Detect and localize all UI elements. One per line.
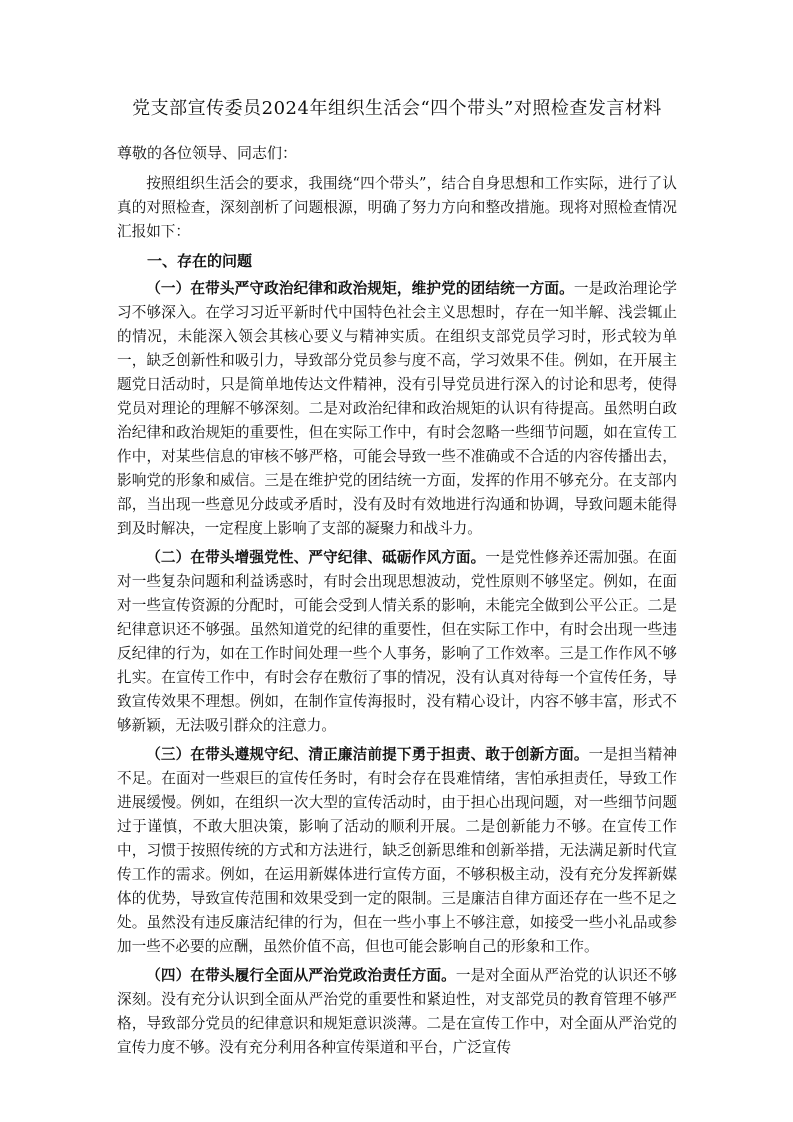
problem-item-3 [117, 743, 677, 959]
problem-item-2 [117, 546, 677, 738]
problem-item-1-body: 一是政治理论学习不够深入。在学习习近平新时代中国特色社会主义思想时，存在一知半解、浅尝辄止的情况，未能深入领会其核心要义与精神实质。在组织支部党员学习时，形式较为单一，缺乏创新性和吸引力，导致部分党员参与度不高，学习效果不佳。例如，在开展主题党日活动时，只是简单地传达文件精神，没有引导党员进行深入的讨论和思考，使得党员对理论的理解不够深刻。二是对政治纪律和政治规矩的认识有待提高。虽然明白政治纪律和政治规矩的重要性，但在实际工作中，有时会忽略一些细节问题，如在宣传工作中，对某些信息的审核不够严格，可能会导致一些不准确或不合适的内容传播出去，影响党的形象和威信。三是在维护党的团结统一方面，发挥的作用不够充分。在支部内部，当出现一些意见分歧或矛盾时，没有及时有效地进行沟通和协调，导致问题未能得到及时解决，一定程度上影响了支部的凝聚力和战斗力。 [117, 280, 677, 537]
document-title: 党支部宣传委员2024年组织生活会“四个带头”对照检查发言材料 [132, 98, 662, 119]
problem-item-1 [117, 277, 677, 541]
problem-item-3-body: 一是担当精神不足。在面对一些艰巨的宣传任务时，有时会存在畏难情绪，害怕承担责任，导致工作进展缓慢。例如，在组织一次大型的宣传活动时，由于担心出现问题，对一些细节问题过于谨慎，不敢大胆决策，影响了活动的顺利开展。二是创新能力不够。在宣传工作中，习惯于按照传统的方式和方法进行，缺乏创新思维和创新举措，无法满足新时代宣传工作的需求。例如，在运用新媒体进行宣传方面，不够积极主动，没有充分发挥新媒体的优势，导致宣传范围和效果受到一定的限制。三是廉洁自律方面还存在一些不足之处。虽然没有违反廉洁纪律的行为，但在一些小事上不够注意，如接受一些小礼品或参加一些不必要的应酬，虽然价值不高，但也可能会影响自己的形象和工作。 [117, 746, 677, 955]
problem-item-3-lead: （三）在带头遵规守纪、清正廉洁前提下勇于担责、敢于创新方面。 [146, 746, 589, 763]
problem-item-4 [117, 964, 677, 1060]
problem-item-2-lead: （二）在带头增强党性、严守纪律、砥砺作风方面。 [146, 549, 486, 566]
problem-item-4-body: 一是对全面从严治党的认识还不够深刻。没有充分认识到全面从严治党的重要性和紧迫性，对支部党员的教育管理不够严格，导致部分党员的纪律意识和规矩意识淡薄。二是在宣传工作中，对全面从严治党的宣传力度不够。没有充分利用各种宣传渠道和平台，广泛宣传 [117, 967, 677, 1056]
salutation: 尊敬的各位领导、同志们： [117, 144, 298, 162]
document-page [117, 96, 677, 1065]
intro-paragraph: 按照组织生活会的要求，我围绕“四个带头”，结合自身思想和工作实际，进行了认真的对照检查，深刻剖析了问题根源，明确了努力方向和整改措施。现将对照检查情况汇报如下： [117, 175, 677, 240]
section-heading-problems: 一、存在的问题 [147, 252, 253, 270]
problem-item-4-lead: （四）在带头履行全面从严治党政治责任方面。 [146, 967, 456, 984]
problem-item-2-body: 一是党性修养还需加强。在面对一些复杂问题和利益诱惑时，有时会出现思想波动，党性原则不够坚定。例如，在面对一些宣传资源的分配时，可能会受到人情关系的影响，未能完全做到公平公正。二是纪律意识还不够强。虽然知道党的纪律的重要性，但在实际工作中，有时会出现一些违反纪律的行为，如在工作时间处理一些个人事务，影响了工作效率。三是工作作风不够扎实。在宣传工作中，有时会存在敷衍了事的情况，没有认真对待每一个宣传任务，导致宣传效果不理想。例如，在制作宣传海报时，没有精心设计，内容不够丰富，形式不够新颖，无法吸引群众的注意力。 [117, 549, 677, 734]
problem-item-1-lead: （一）在带头严守政治纪律和政治规矩，维护党的团结统一方面。 [146, 280, 574, 297]
